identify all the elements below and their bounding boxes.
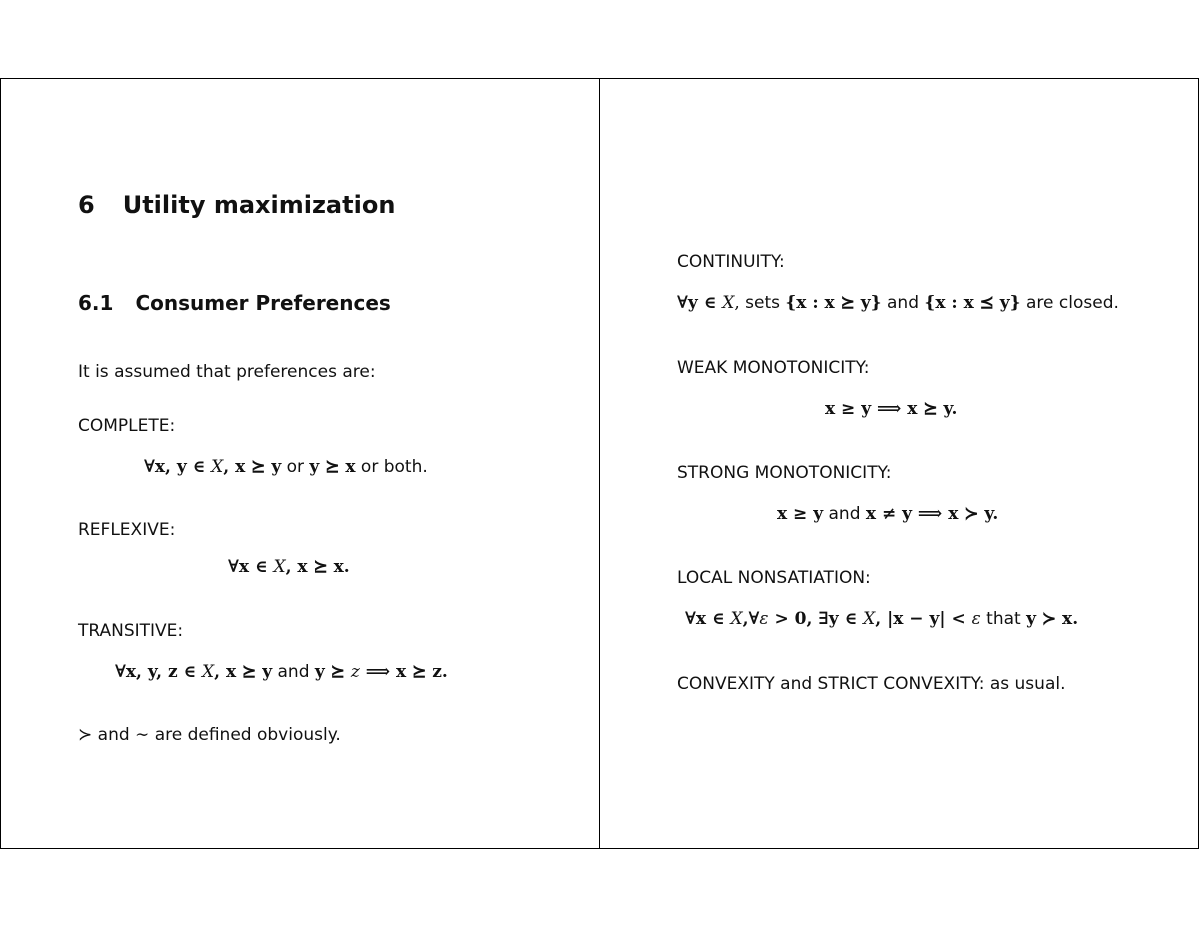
complete-formula: ∀x, y ∈ X, x ⪰ y or y ⪰ x or both.	[144, 457, 428, 477]
reflexive-label: REFLEXIVE:	[78, 520, 176, 540]
subsection-number: 6.1	[78, 291, 114, 315]
column-divider	[599, 78, 600, 849]
weak-monotonicity-formula: x ≥ y ⟹ x ⪰ y.	[825, 399, 958, 419]
continuity-label: CONTINUITY:	[677, 252, 785, 272]
section-title: Utility maximization	[122, 191, 396, 219]
subsection-title: Consumer Preferences	[135, 291, 391, 315]
subsection-heading	[78, 291, 391, 315]
complete-label: COMPLETE:	[78, 416, 176, 436]
transitive-formula: ∀x, y, z ∈ X, x ⪰ y and y ⪰ z ⟹ x ⪰ z.	[115, 662, 448, 682]
local-nonsatiation-formula: ∀x ∈ X,∀ε > 0, ∃y ∈ X, |x − y| < ε that y ≻ x.	[685, 609, 1079, 629]
reflexive-formula: ∀x ∈ X, x ⪰ x.	[228, 557, 350, 577]
weak-monotonicity-label: WEAK MONOTONICITY:	[677, 358, 870, 378]
continuity-formula: ∀y ∈ X, sets {x : x ⪰ y} and {x : x ⪯ y} are closed.	[677, 293, 1119, 313]
relations-footnote: ≻ and ∼ are defined obviously.	[78, 725, 341, 745]
strong-monotonicity-formula: x ≥ y and x ≠ y ⟹ x ≻ y.	[777, 504, 999, 524]
section-number: 6	[78, 191, 95, 219]
convexity-text: CONVEXITY and STRICT CONVEXITY: as usual.	[677, 674, 1066, 694]
strong-monotonicity-label: STRONG MONOTONICITY:	[677, 463, 892, 483]
local-nonsatiation-label: LOCAL NONSATIATION:	[677, 568, 871, 588]
intro-text: It is assumed that preferences are:	[78, 362, 376, 382]
section-heading	[78, 191, 395, 219]
transitive-label: TRANSITIVE:	[78, 621, 184, 641]
